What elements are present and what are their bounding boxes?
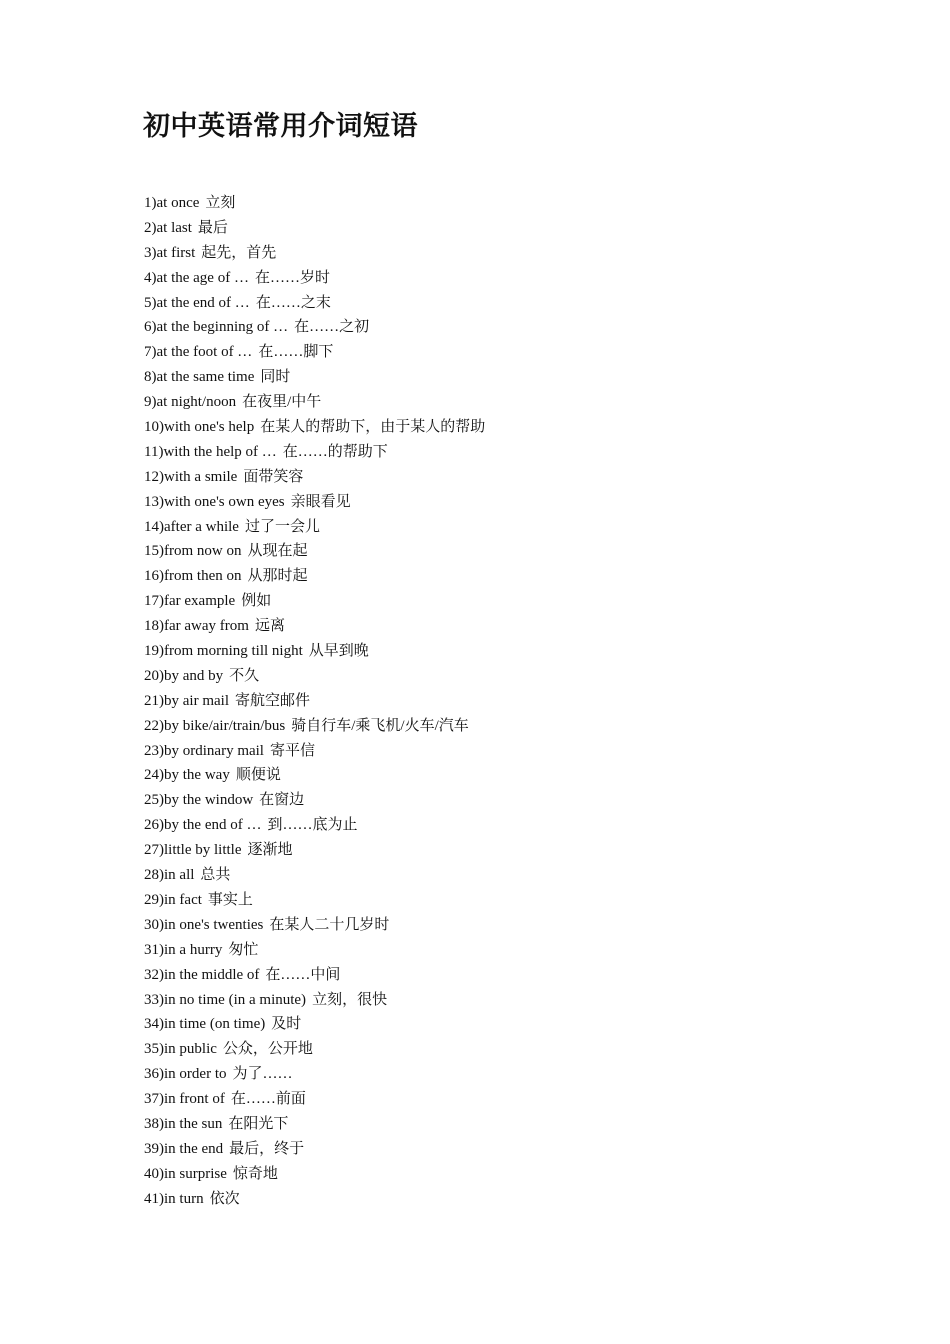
phrase-number: 2) (144, 219, 157, 236)
phrase-english: in front of (164, 1091, 225, 1108)
phrase-english: in fact (164, 891, 202, 908)
phrase-english: in all (164, 867, 195, 884)
phrase-item (144, 191, 485, 216)
phrase-english: at the beginning of … (156, 319, 289, 336)
phrase-item (144, 216, 485, 241)
phrase-english: in order to (164, 1066, 227, 1083)
phrase-chinese: 寄航空邮件 (234, 692, 310, 709)
phrase-item (144, 838, 485, 863)
phrase-english: by the way (164, 767, 230, 784)
phrase-item (144, 788, 485, 813)
phrase-number: 24) (144, 767, 164, 784)
phrase-english: little by little (164, 842, 242, 859)
phrase-number: 7) (144, 344, 157, 361)
phrase-number: 14) (144, 518, 164, 535)
phrase-english: after a while (164, 518, 239, 535)
phrase-chinese: 在……岁时 (254, 269, 330, 286)
phrase-chinese: 在阳光下 (228, 1115, 289, 1132)
phrase-english: in the sun (164, 1115, 223, 1132)
phrase-item (144, 689, 485, 714)
phrase-chinese: 在夜里/中午 (242, 394, 322, 411)
phrase-chinese: 在某人的帮助下，由于某人的帮助 (260, 419, 486, 436)
phrase-chinese: 过了一会儿 (244, 518, 320, 535)
phrase-chinese: 骑自行车/乘飞机/火车/汽车 (291, 717, 469, 734)
phrase-chinese: 在……前面 (230, 1091, 306, 1108)
phrase-number: 31) (144, 941, 164, 958)
phrase-item (144, 913, 485, 938)
phrase-english: from now on (164, 543, 242, 560)
phrase-number: 9) (144, 394, 157, 411)
phrase-number: 30) (144, 916, 164, 933)
phrase-chinese: 事实上 (207, 891, 253, 908)
phrase-number: 18) (144, 618, 164, 635)
phrase-item (144, 1137, 485, 1162)
phrase-item (144, 1187, 485, 1212)
phrase-chinese: 从那时起 (247, 568, 308, 585)
phrase-english: far example (164, 593, 236, 610)
phrase-number: 27) (144, 842, 164, 859)
phrase-chinese: 惊奇地 (232, 1165, 278, 1182)
phrase-english: at the foot of … (156, 344, 253, 361)
phrase-item (144, 1162, 485, 1187)
phrase-item (144, 266, 485, 291)
phrase-item (144, 490, 485, 515)
phrase-number: 4) (144, 269, 157, 286)
phrase-number: 37) (144, 1091, 164, 1108)
phrase-chinese: 匆忙 (228, 941, 259, 958)
phrase-number: 21) (144, 692, 164, 709)
phrase-chinese: 及时 (271, 1016, 302, 1033)
phrase-english: with one's help (164, 419, 255, 436)
phrase-number: 40) (144, 1165, 164, 1182)
phrase-chinese: 到……底为止 (267, 817, 358, 834)
phrase-chinese: 同时 (260, 369, 291, 386)
phrase-item (144, 714, 485, 739)
phrase-english: in public (164, 1041, 217, 1058)
phrase-english: by the end of … (164, 817, 262, 834)
phrase-number: 38) (144, 1115, 164, 1132)
phrase-number: 26) (144, 817, 164, 834)
phrase-number: 10) (144, 419, 164, 436)
phrase-number: 20) (144, 667, 164, 684)
phrase-english: at the same time (156, 369, 255, 386)
phrase-english: in turn (164, 1190, 204, 1207)
phrase-number: 23) (144, 742, 164, 759)
phrase-english: in the end (164, 1140, 224, 1157)
phrase-item (144, 863, 485, 888)
phrase-english: from then on (164, 568, 242, 585)
phrase-chinese: 最后 (197, 219, 228, 236)
phrase-number: 28) (144, 867, 164, 884)
phrase-chinese: 在……之初 (294, 319, 370, 336)
phrase-english: at the age of … (156, 269, 249, 286)
phrase-chinese: 从现在起 (247, 543, 308, 560)
phrase-english: in surprise (164, 1165, 227, 1182)
phrase-english: by the window (164, 792, 254, 809)
phrase-chinese: 面带笑容 (243, 468, 304, 485)
phrase-number: 41) (144, 1190, 164, 1207)
phrase-english: at first (156, 244, 196, 261)
phrase-chinese: 不久 (229, 667, 260, 684)
phrase-item (144, 988, 485, 1013)
phrase-item (144, 440, 485, 465)
phrase-item (144, 515, 485, 540)
phrase-item (144, 664, 485, 689)
phrase-english: at once (156, 195, 200, 211)
phrase-chinese: 例如 (241, 593, 272, 610)
phrase-item (144, 365, 485, 390)
phrase-number: 16) (144, 568, 164, 585)
phrase-english: in time (on time) (164, 1016, 266, 1033)
phrase-item (144, 1012, 485, 1037)
phrase-item (144, 614, 485, 639)
phrase-english: with one's own eyes (164, 493, 285, 510)
phrase-chinese: 在……脚下 (258, 344, 334, 361)
phrase-chinese: 寄平信 (269, 742, 315, 759)
phrase-english: at the end of … (156, 294, 250, 311)
phrase-english: at night/noon (156, 394, 237, 411)
phrase-item (144, 340, 485, 365)
phrase-item (144, 241, 485, 266)
phrase-item (144, 564, 485, 589)
phrase-chinese: 起先，首先 (201, 244, 277, 261)
phrase-number: 39) (144, 1140, 164, 1157)
phrase-number: 25) (144, 792, 164, 809)
phrase-number: 36) (144, 1066, 164, 1083)
phrase-item (144, 888, 485, 913)
phrase-number: 5) (144, 294, 157, 311)
phrase-chinese: 总共 (200, 867, 231, 884)
phrase-english: by ordinary mail (164, 742, 264, 759)
phrase-item (144, 813, 485, 838)
phrase-item (144, 1087, 485, 1112)
phrase-number: 35) (144, 1041, 164, 1058)
phrase-number: 29) (144, 891, 164, 908)
phrase-chinese: 在某人二十几岁时 (269, 916, 390, 933)
phrase-number: 3) (144, 244, 157, 261)
phrase-item (144, 739, 485, 764)
phrase-number: 1) (144, 195, 157, 211)
phrase-item (144, 415, 485, 440)
phrase-number: 13) (144, 493, 164, 510)
phrase-chinese: 公众，公开地 (222, 1041, 313, 1058)
phrase-chinese: 在……中间 (265, 966, 341, 983)
phrase-number: 19) (144, 643, 164, 660)
phrase-english: in the middle of (164, 966, 260, 983)
phrase-number: 12) (144, 468, 164, 485)
phrase-chinese: 立刻 (205, 195, 236, 211)
phrase-number: 22) (144, 717, 164, 734)
phrase-english: with a smile (164, 468, 238, 485)
phrase-english: by air mail (164, 692, 229, 709)
phrase-chinese: 最后，终于 (229, 1140, 305, 1157)
phrase-number: 6) (144, 319, 157, 336)
phrase-item (144, 291, 485, 316)
phrase-item (144, 938, 485, 963)
phrase-english: by and by (164, 667, 224, 684)
phrase-chinese: 为了…… (232, 1066, 293, 1083)
phrase-english: at last (156, 219, 192, 236)
phrase-number: 34) (144, 1016, 164, 1033)
phrase-number: 32) (144, 966, 164, 983)
phrase-list (144, 191, 485, 1212)
phrase-number: 33) (144, 991, 164, 1008)
phrase-item (144, 1037, 485, 1062)
phrase-english: far away from (164, 618, 249, 635)
phrase-item (144, 589, 485, 614)
phrase-chinese: 依次 (209, 1190, 240, 1207)
phrase-english: from morning till night (164, 643, 303, 660)
phrase-english: in a hurry (164, 941, 223, 958)
phrase-english: with the help of … (163, 443, 277, 460)
phrase-chinese: 逐渐地 (247, 842, 293, 859)
phrase-item (144, 963, 485, 988)
phrase-chinese: 在……的帮助下 (282, 443, 388, 460)
phrase-item (144, 763, 485, 788)
phrase-chinese: 立刻，很快 (312, 991, 388, 1008)
phrase-english: in no time (in a minute) (164, 991, 307, 1008)
phrase-chinese: 在窗边 (259, 792, 305, 809)
phrase-item (144, 465, 485, 490)
phrase-chinese: 远离 (254, 618, 285, 635)
phrase-chinese: 从早到晚 (308, 643, 369, 660)
phrase-item (144, 639, 485, 664)
phrase-chinese: 在……之末 (255, 294, 331, 311)
phrase-number: 15) (144, 543, 164, 560)
phrase-number: 17) (144, 593, 164, 610)
phrase-number: 11) (144, 443, 164, 460)
phrase-item (144, 539, 485, 564)
document-title: 初中英语常用介词短语 (143, 111, 418, 142)
phrase-item (144, 390, 485, 415)
phrase-chinese: 亲眼看见 (290, 493, 351, 510)
phrase-item (144, 1112, 485, 1137)
phrase-chinese: 顺便说 (235, 767, 281, 784)
phrase-english: by bike/air/train/bus (164, 717, 286, 734)
phrase-english: in one's twenties (164, 916, 264, 933)
phrase-number: 8) (144, 369, 157, 386)
phrase-item (144, 1062, 485, 1087)
phrase-item (144, 315, 485, 340)
